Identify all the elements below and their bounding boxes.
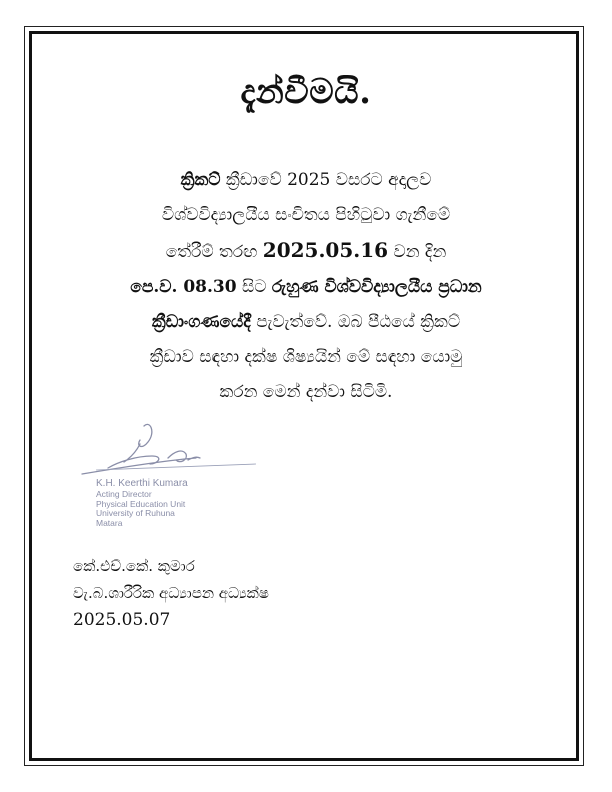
notice-line-1-text: ක්‍රීඩාවේ 2025 වසරට අදාලව bbox=[220, 170, 432, 190]
notice-body bbox=[60, 163, 552, 410]
signatory-name: කේ.එච්.කේ. කුමාර bbox=[73, 557, 195, 575]
trial-date: 2025.05.16 bbox=[262, 238, 389, 262]
venue-part-2: ක්‍රීඩාංගණයේදී bbox=[151, 312, 251, 332]
trial-time: පෙ.ව. 08.30 bbox=[130, 277, 237, 297]
stamp-role: Acting Director bbox=[96, 489, 152, 499]
notice-line-5-text: පැවැත්වේ. ඔබ පීඨයේ ක්‍රිකට් bbox=[250, 312, 461, 332]
stamp-university: University of Ruhuna bbox=[96, 508, 175, 518]
stamp-city: Matara bbox=[96, 517, 123, 528]
notice-line-1 bbox=[60, 163, 552, 198]
stamp-unit: Physical Education Unit bbox=[96, 498, 186, 509]
notice-line-2: විශ්වවිද්‍යාලයීය සංචිතය පිහිටුවා ගැනීමේ bbox=[161, 205, 451, 225]
venue-part-1: රුහුණ විශ්වවිද්‍යාලයීය ප්‍රධාන bbox=[271, 277, 482, 297]
sport-name: ක්‍රිකට් bbox=[180, 170, 221, 190]
signatory-block bbox=[73, 553, 269, 634]
notice-date: 2025.05.07 bbox=[73, 610, 171, 630]
notice-line-3-pre: තේරීම් තරඟ bbox=[165, 242, 263, 262]
stamp-name: K.H. Keerthi Kumara bbox=[96, 478, 188, 489]
notice-line-7: කරන මෙන් දන්වා සිටිමි. bbox=[219, 382, 393, 402]
notice-line-3 bbox=[60, 233, 552, 270]
notice-line-3-post: වන දින bbox=[388, 242, 447, 262]
signature-stamp bbox=[96, 478, 188, 528]
notice-line-6: ක්‍රීඩාව සඳහා දක්ෂ ශිෂ්‍යයින් මේ සඳහා යොමු bbox=[149, 347, 463, 367]
notice-line-4 bbox=[60, 270, 552, 305]
notice-line-4-mid: සිට bbox=[236, 277, 272, 297]
signature-underline bbox=[96, 464, 256, 470]
notice-line-5 bbox=[60, 305, 552, 340]
signatory-title: වැ.බ.ශාරීරික අධ්‍යාපන අධ්‍යක්ෂ bbox=[73, 584, 269, 602]
notice-title: දැන්වීමයි. bbox=[240, 72, 372, 112]
